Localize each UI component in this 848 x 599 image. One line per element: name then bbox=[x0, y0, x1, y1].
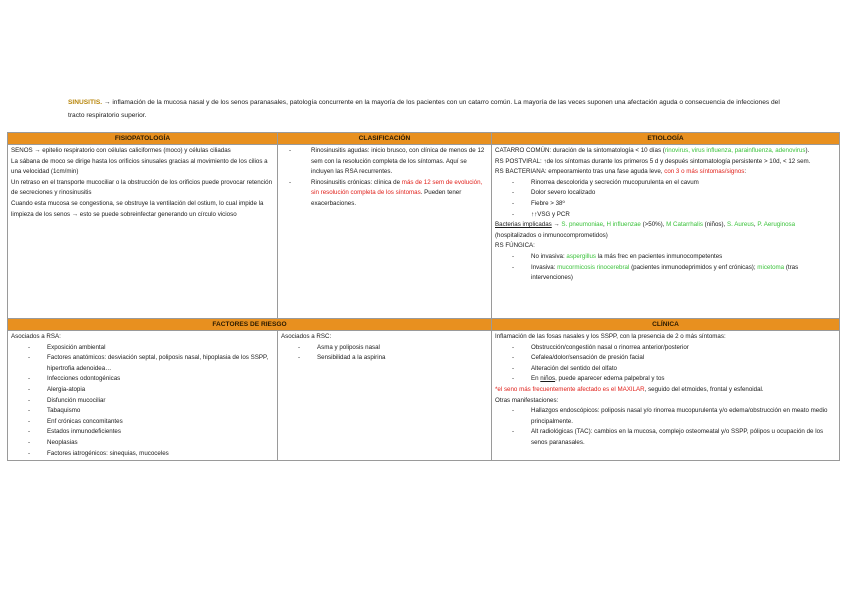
etiologia-bacterias: Bacterias implicadas → S. pneumoniae, H influenzae (>50%), M Catarrhalis (niños), S. Aureus, P. Aeruginosa (hospitalizados o inmunocomprometidos) bbox=[495, 221, 796, 239]
clinica-otras-list bbox=[495, 406, 836, 448]
list-item: - Factores anatómicos: desviación septal, poliposis nasal, hipoplasia de los SSPP, hipertrofia adenoidea… bbox=[11, 353, 274, 374]
factores-rsc-list bbox=[281, 343, 488, 364]
list-item: - Alteración del sentido del olfato bbox=[495, 364, 836, 375]
list-item: - Neoplasias bbox=[11, 438, 274, 449]
list-item: - Estados inmunodeficientes bbox=[11, 427, 274, 438]
list-item: - Alt radiológicas (TAC): cambios en la mucosa, complejo osteomeatal y/o SSPP, pólipos u ocupación de los senos paranasales. bbox=[495, 427, 836, 448]
cell-factores-rsa bbox=[8, 331, 278, 461]
factores-rsa-label: Asociados a RSA: bbox=[11, 333, 61, 340]
list-item: - Asma y poliposis nasal bbox=[281, 343, 488, 354]
list-item: - Rinorrea descolorida y secreción mucopurulenta en el cavum bbox=[495, 178, 836, 189]
list-item: - Cefalea/dolor/sensación de presión facial bbox=[495, 353, 836, 364]
list-item: - Dolor severo localizado bbox=[495, 188, 836, 199]
list-item: - No invasiva: aspergillus la más frec en pacientes inmunocompetentes bbox=[495, 252, 836, 263]
list-item: - Fiebre > 38º bbox=[495, 199, 836, 210]
list-item: - Exposición ambiental bbox=[11, 343, 274, 354]
list-item: - Alergia-atopia bbox=[11, 385, 274, 396]
list-item: - Obstrucción/congestión nasal o rinorrea anterior/posterior bbox=[495, 343, 836, 354]
etiologia-fungica: RS FÚNGICA: bbox=[495, 242, 535, 250]
etiologia-catarro: CATARRO COMÚN: duración de la sintomatología < 10 días (rinovirus, virus influenza, parainfluenza, adenovirus). bbox=[495, 147, 810, 154]
cell-fisiopatologia bbox=[8, 145, 278, 319]
clinica-maxilar: *el seno más frecuentemente afectado es el MAXILAR, seguido del etmoides, frontal y esfenoidal. bbox=[495, 385, 764, 393]
fungica-list bbox=[495, 252, 836, 284]
list-item: - Rinosinusitis crónicas: clínica de más de 12 sem de evolución, sin resolución completa de los síntomas. Pueden tener exacerbaciones. bbox=[281, 178, 488, 210]
clinica-intro: Inflamación de las fosas nasales y los SSPP, con la presencia de 2 o más síntomas: bbox=[495, 333, 726, 340]
header-fisiopatologia: FISIOPATOLOGÍA bbox=[8, 133, 278, 145]
list-item: - Hallazgos endoscópicos: poliposis nasal y/o rinorrea mucopurulenta y/o edema/obstrucción en meato medio principalmente. bbox=[495, 406, 836, 427]
clasificacion-list bbox=[281, 146, 488, 210]
clinica-list bbox=[495, 343, 836, 385]
header-etiologia: ETIOLOGÍA bbox=[492, 133, 840, 145]
fisiopatologia-text: SENOS → epitelio respiratorio con células caliciformes (moco) y células ciliadas La sábana de moco se dirige hasta los orificios sinusales gracias al movimiento de los cilios a una velocidad (1cm/min) Un retraso en el transporte mucociliar o la obstrucción de los orificios puede provocar retención de secreciones y rinosinusitis Cuando esta mucosa se congestiona, se obstruye la ventilación del ostium, lo cual impide la limpieza de los senos → esto se puede sobreinfectar generando un círculo vicioso bbox=[11, 147, 273, 218]
cell-etiologia bbox=[492, 145, 840, 319]
list-item: - En niños, puede aparecer edema palpebral y tos bbox=[495, 374, 836, 385]
cell-factores-rsc bbox=[278, 331, 492, 461]
list-item: - Rinosinusitis agudas: inicio brusco, con clínica de menos de 12 sem con la resolución completa de los síntomas. Aquí se incluyen las RSA recurrentes. bbox=[281, 146, 488, 178]
list-item: - Infecciones odontogénicas bbox=[11, 374, 274, 385]
header-clasificacion: CLASIFICACIÓN bbox=[278, 133, 492, 145]
header-clinica: CLÍNICA bbox=[492, 319, 840, 331]
list-item: - Sensibilidad a la aspirina bbox=[281, 353, 488, 364]
cell-clasificacion bbox=[278, 145, 492, 319]
etiologia-bacteriana: RS BACTERIANA: empeoramiento tras una fase aguda leve, con 3 o más síntomas/signos: bbox=[495, 168, 747, 176]
factores-rsc-label: Asociados a RSC: bbox=[281, 333, 332, 340]
list-item: - Factores iatrogénicos: sinequias, mucoceles bbox=[11, 449, 274, 460]
etiologia-postviral: RS POSTVIRAL: ↑de los síntomas durante los primeros 5 d y después sintomatología persistente > 10d, < 12 sem. bbox=[495, 157, 811, 165]
intro-paragraph bbox=[68, 96, 780, 122]
list-item: - ↑↑VSG y PCR bbox=[495, 210, 836, 221]
intro-title: SINUSITIS. bbox=[68, 99, 103, 106]
list-item: - Tabaquismo bbox=[11, 406, 274, 417]
clinica-otras-label: Otras manifestaciones: bbox=[495, 396, 559, 404]
list-item: - Disfunción mucociliar bbox=[11, 396, 274, 407]
factores-rsa-list bbox=[11, 343, 274, 460]
bacteriana-list bbox=[495, 178, 836, 220]
sinusitis-table bbox=[7, 132, 840, 461]
list-item: - Enf crónicas concomitantes bbox=[11, 417, 274, 428]
intro-text: → inflamación de la mucosa nasal y de los senos paranasales, patología concurrente en la mayoría de los pacientes con un catarro común. La mayoría de las veces suponen una afectación aguda o consecuencia de infecciones del tracto respiratorio superior. bbox=[68, 99, 780, 119]
header-factores: FACTORES DE RIESGO bbox=[8, 319, 492, 331]
cell-clinica bbox=[492, 331, 840, 461]
list-item: - Invasiva: mucormicosis rinocerebral (pacientes inmunodeprimidos y enf crónicas); micetoma (tras intervenciones) bbox=[495, 263, 836, 284]
